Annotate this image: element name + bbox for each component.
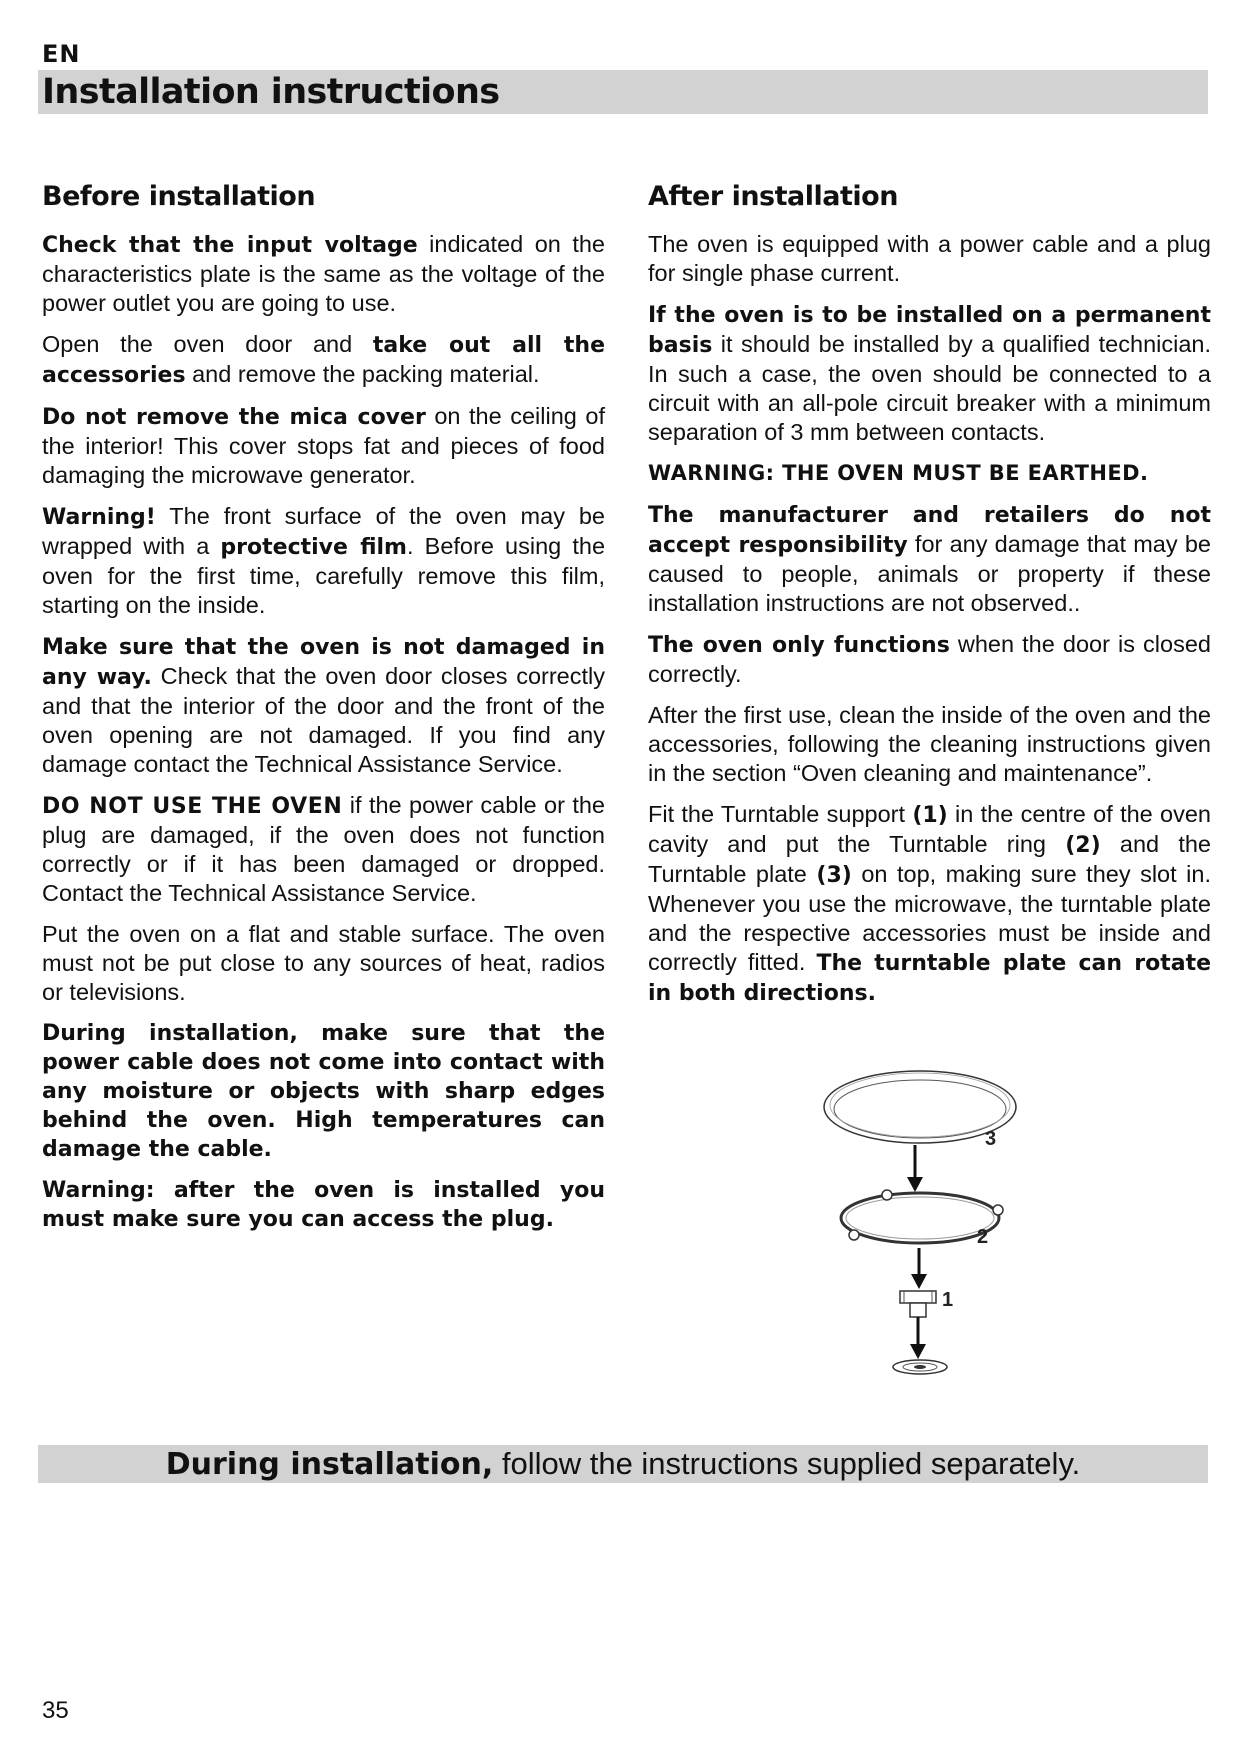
installation-note-bar	[38, 1445, 1208, 1483]
before-paragraph-2: Open the oven door and take out all the accessories and remove the packing material.	[42, 331, 605, 388]
plate-label: 3	[985, 1128, 997, 1150]
after-installation-section	[648, 180, 1211, 1020]
before-paragraph-1: Check that the input voltage indicated on the characteristics plate is the same as the voltage of the power outlet you are going to use.	[42, 231, 606, 316]
after-paragraph-7: Fit the Turntable support (1) in the centre of the oven cavity and put the Turntable ring (2) and the Turntable plate (3) on top, making sure they slot in. Whenever you use the microwave, the turntable plate and the respective accessories must be inside and correctly fitted. The turntable plate can rotate in both directions.	[648, 801, 1212, 1006]
turntable-assembly-diagram	[820, 1065, 1050, 1395]
turntable-spindle-illustration	[893, 1360, 947, 1374]
earthing-warning: WARNING: THE OVEN MUST BE EARTHED.	[648, 461, 1149, 485]
before-paragraph-3: Do not remove the mica cover on the ceiling of the interior! This cover stops fat and pieces of food damaging the microwave generator.	[42, 403, 605, 488]
before-paragraph-4: Warning! The front surface of the oven may be wrapped with a protective film. Before using the oven for the first time, carefully remove this film, starting on the inside.	[42, 503, 606, 618]
support-label: 1	[942, 1289, 954, 1311]
arrow-down-icon	[907, 1145, 923, 1192]
installation-note: During installation, follow the instructions supplied separately.	[165, 1446, 1081, 1482]
after-paragraph-1: The oven is equipped with a power cable and a plug for single phase current.	[648, 231, 1211, 286]
ring-label: 2	[977, 1226, 989, 1248]
after-installation-heading: After installation	[648, 181, 898, 212]
turntable-support-illustration	[900, 1291, 936, 1317]
page-title: Installation instructions	[42, 72, 500, 112]
before-paragraph-5: Make sure that the oven is not damaged in any way. Check that the oven door closes correctly and that the interior of the door and the front of the oven opening are not damaged. If you find any damage contact the Technical Assistance Service.	[42, 635, 605, 777]
language-code: EN	[42, 40, 81, 68]
after-paragraph-4: The manufacturer and retailers do not accept responsibility for any damage that may be caused to people, animals or property if these installation instructions are not observed..	[648, 503, 1211, 616]
before-installation-section	[42, 180, 605, 1246]
title-bar	[38, 70, 1208, 114]
before-paragraph-7: Put the oven on a flat and stable surface. The oven must not be put close to any sources of heat, radios or televisions.	[42, 921, 605, 1005]
before-paragraph-9: Warning: after the oven is installed you must make sure you can access the plug.	[42, 1178, 605, 1232]
before-paragraph-8: During installation, make sure that the power cable does not come into contact with any moisture or objects with sharp edges behind the oven. High temperatures can damage the cable.	[42, 1021, 605, 1162]
before-paragraph-6: DO NOT USE THE OVEN if the power cable or the plug are damaged, if the oven does not function correctly or if it has been damaged or dropped. Contact the Technical Assistance Service.	[42, 792, 605, 906]
after-paragraph-2: If the oven is to be installed on a permanent basis it should be installed by a qualified technician. In such a case, the oven should be connected to a circuit with an all-pole circuit breaker with a minimum separation of 3 mm between contacts.	[648, 303, 1211, 445]
after-paragraph-6: After the first use, clean the inside of the oven and the accessories, following the cleaning instructions given in the section “Oven cleaning and maintenance”.	[648, 702, 1211, 786]
after-paragraph-5: The oven only functions when the door is closed correctly.	[648, 631, 1211, 687]
before-installation-heading: Before installation	[42, 181, 316, 212]
page-number: 35	[42, 1697, 69, 1724]
arrow-down-icon	[910, 1317, 926, 1359]
arrow-down-icon	[911, 1248, 927, 1289]
